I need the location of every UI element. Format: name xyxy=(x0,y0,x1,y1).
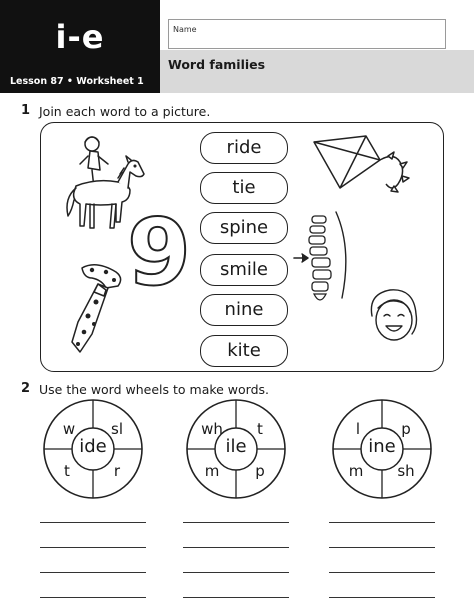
header-banner xyxy=(0,0,160,93)
wheel-letter: w xyxy=(62,420,76,438)
answer-line[interactable] xyxy=(40,572,146,573)
wheel-center: ile xyxy=(225,436,247,457)
wheel-letter: p xyxy=(401,420,411,438)
necktie-icon[interactable] xyxy=(62,262,128,358)
question-1-text: Join each word to a picture. xyxy=(39,104,211,119)
word-spine[interactable]: spine xyxy=(200,212,288,244)
question-2-text: Use the word wheels to make words. xyxy=(39,382,270,397)
wheel-letter: l xyxy=(355,420,361,438)
wheel-center: ine xyxy=(368,436,396,457)
answer-line[interactable] xyxy=(183,597,289,598)
word-nine[interactable]: nine xyxy=(200,294,288,326)
wheel-letter: sh xyxy=(397,462,415,480)
word-kite[interactable]: kite xyxy=(200,335,288,367)
number-nine-icon[interactable] xyxy=(126,206,192,292)
answer-line[interactable] xyxy=(329,547,435,548)
smiling-girl-icon[interactable] xyxy=(366,286,422,348)
page-title: i-e xyxy=(55,18,105,56)
question-2-number: 2 xyxy=(21,381,31,396)
answer-line[interactable] xyxy=(329,522,435,523)
answer-line[interactable] xyxy=(40,547,146,548)
word-tie[interactable]: tie xyxy=(200,172,288,204)
answer-line[interactable] xyxy=(40,522,146,523)
wheel-letter: r xyxy=(113,462,121,480)
section-title: Word families xyxy=(168,57,266,72)
word-wheel-ine[interactable] xyxy=(331,398,433,500)
spine-icon[interactable] xyxy=(292,208,356,308)
word-wheel-ide[interactable] xyxy=(42,398,144,500)
answer-line[interactable] xyxy=(329,597,435,598)
wheel-letter: m xyxy=(348,462,364,480)
number-nine-glyph: 9 xyxy=(126,206,192,292)
answer-line[interactable] xyxy=(183,547,289,548)
word-ride[interactable]: ride xyxy=(200,132,288,164)
question-1-number: 1 xyxy=(21,103,31,118)
lesson-label: Lesson 87 • Worksheet 1 xyxy=(10,76,144,87)
wheel-letter: m xyxy=(204,462,220,480)
wheel-letter: t xyxy=(64,462,70,480)
name-field[interactable] xyxy=(168,19,446,49)
word-wheel-ile[interactable] xyxy=(185,398,287,500)
wheel-letter: sl xyxy=(111,420,123,438)
answer-line[interactable] xyxy=(183,522,289,523)
kite-icon[interactable] xyxy=(310,132,422,198)
name-label: Name xyxy=(173,25,197,34)
wheel-letter: t xyxy=(257,420,263,438)
wheel-letter: p xyxy=(255,462,265,480)
answer-line[interactable] xyxy=(40,597,146,598)
wheel-center: ide xyxy=(79,436,107,457)
answer-line[interactable] xyxy=(329,572,435,573)
answer-line[interactable] xyxy=(183,572,289,573)
wheel-letter: wh xyxy=(201,420,223,438)
word-smile[interactable]: smile xyxy=(200,254,288,286)
